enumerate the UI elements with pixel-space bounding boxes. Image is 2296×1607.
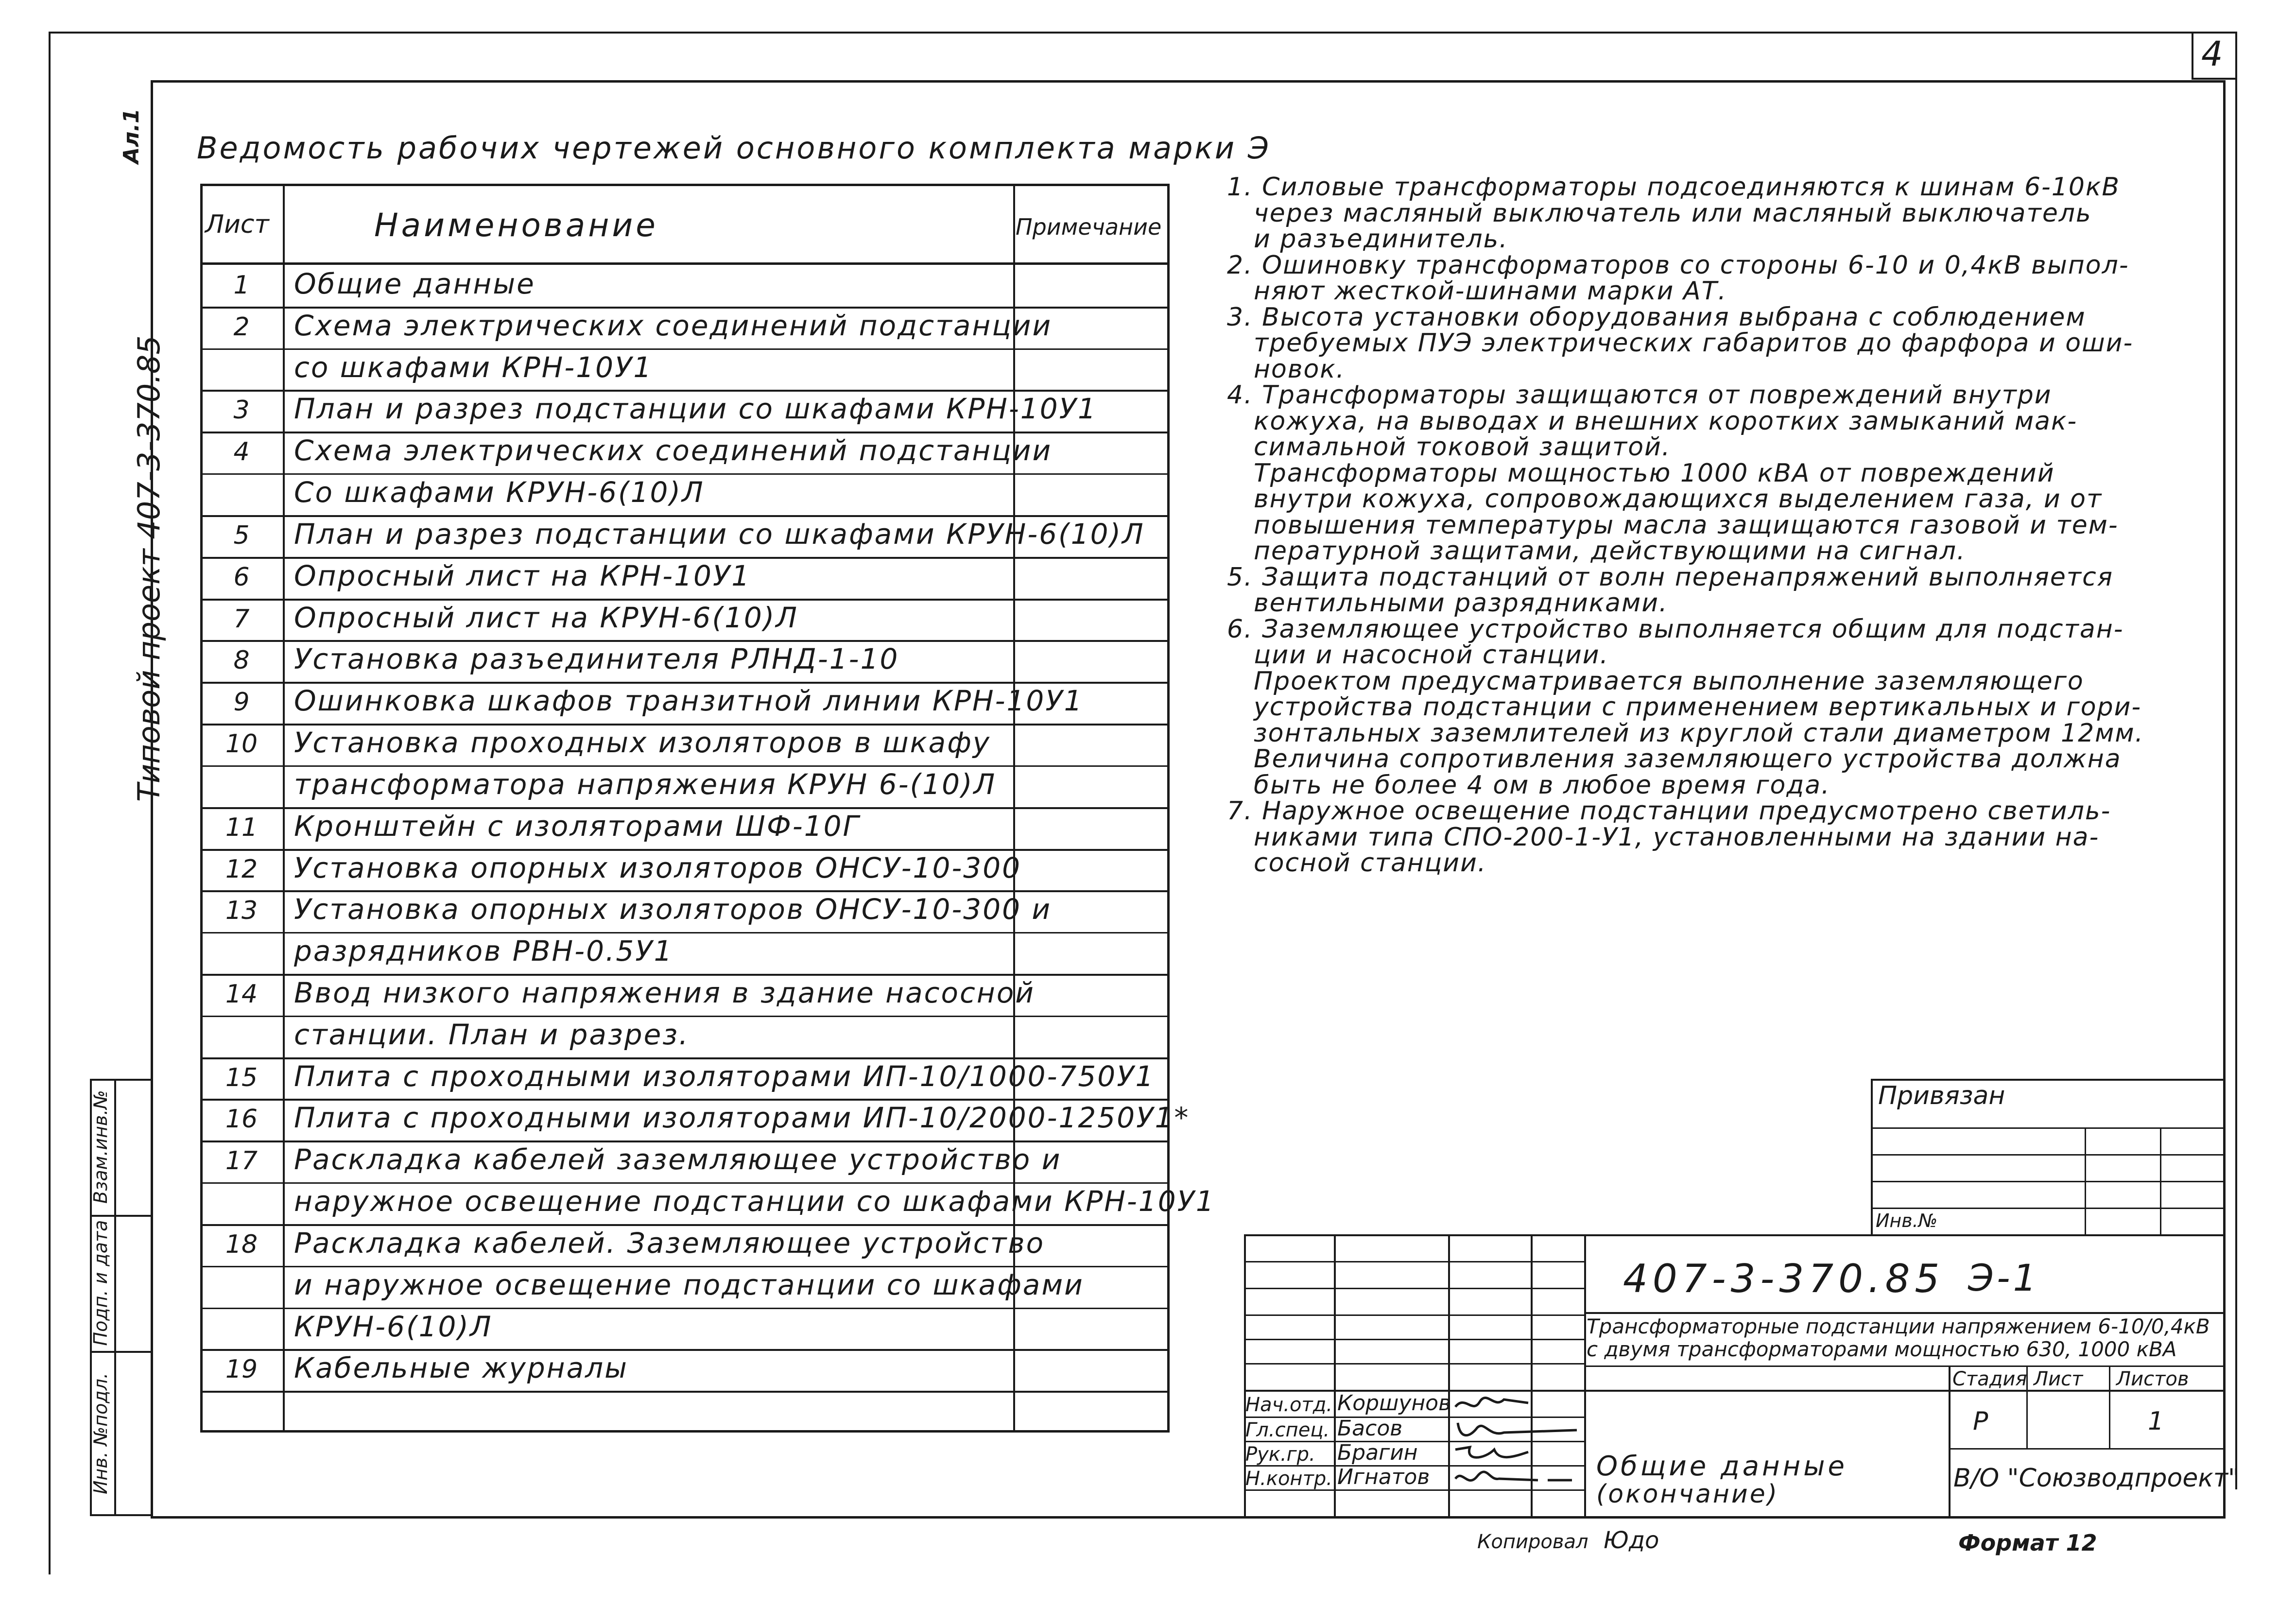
row-separator xyxy=(200,515,1170,517)
row-separator xyxy=(200,307,1170,309)
sheets-label: Листов xyxy=(2116,1368,2189,1390)
row-name-line: Схема электрических соединений подстанции xyxy=(294,309,1053,342)
row-number: 11 xyxy=(225,812,258,842)
inner-frame-right xyxy=(2223,80,2226,1519)
row-number: 13 xyxy=(225,896,258,926)
table-header-divider xyxy=(200,262,1170,265)
tb-r1 xyxy=(1244,1261,1584,1262)
row-number: 17 xyxy=(225,1146,258,1176)
staff-name-1: Коршунов xyxy=(1337,1391,1451,1416)
row-number: 3 xyxy=(233,396,250,425)
row-separator xyxy=(200,1140,1170,1142)
header-name: Наименование xyxy=(374,207,658,244)
binding-v2 xyxy=(2160,1127,2161,1234)
row-number: 6 xyxy=(233,562,250,592)
row-subline xyxy=(200,1016,1170,1017)
row-number: 12 xyxy=(225,854,258,884)
tb-v1 xyxy=(1334,1234,1336,1516)
row-name-line: трансформатора напряжения КРУН 6-(10)Л xyxy=(294,767,997,801)
row-subline xyxy=(200,348,1170,350)
sheet-mark: Ал.1 xyxy=(119,108,144,164)
note-line: Величина сопротивления заземляющего устройства должна xyxy=(1254,744,2122,774)
row-name-line: и наружное освещение подстанции со шкафами xyxy=(294,1268,1084,1301)
inner-frame-bottom xyxy=(151,1516,2226,1519)
margin-stamp-sep-2 xyxy=(90,1351,151,1353)
note-line: вентильными разрядниками. xyxy=(1254,588,1668,618)
row-number: 1 xyxy=(233,271,250,300)
row-number: 10 xyxy=(225,729,258,759)
row-name-line: Установка проходных изоляторов в шкафу xyxy=(294,726,991,760)
row-name-line: Плита с проходными изоляторами ИП-10/1000-750У1 xyxy=(294,1059,1155,1093)
note-line: требуемых ПУЭ электрических габаритов до фарфора и оши- xyxy=(1254,328,2134,358)
tb-v4 xyxy=(1584,1234,1586,1516)
signature-4 xyxy=(1450,1467,1577,1491)
row-name-line: Опросный лист на КРН-10У1 xyxy=(294,559,751,592)
tb-stage-sep xyxy=(1949,1448,2223,1450)
sheet-corner-number: 4 xyxy=(2201,34,2223,74)
staff-role-4: Н.контр. xyxy=(1245,1468,1332,1490)
note-line: 5. Защита подстанций от волн перенапряжений выполняется xyxy=(1227,562,2113,592)
row-separator xyxy=(200,849,1170,851)
margin-stamp-label-1: Инв. №подл. xyxy=(90,1372,111,1495)
row-name-line: Плита с проходными изоляторами ИП-10/2000-1250У1* xyxy=(294,1101,1190,1135)
binding-h1 xyxy=(1871,1127,2223,1129)
margin-stamp-divider xyxy=(114,1079,116,1516)
sheet-title-2: (окончание) xyxy=(1596,1480,1779,1509)
staff-role-3: Рук.гр. xyxy=(1245,1443,1315,1466)
signature-1 xyxy=(1450,1392,1533,1417)
staff-name-4: Игнатов xyxy=(1337,1465,1430,1489)
row-separator xyxy=(200,432,1170,433)
row-name-line: Кабельные журналы xyxy=(294,1351,628,1385)
note-line: ции и насосной станции. xyxy=(1254,640,1609,670)
row-separator xyxy=(200,1099,1170,1101)
row-number: 14 xyxy=(225,979,258,1009)
stage-label: Стадия xyxy=(1952,1368,2027,1390)
doc-code: 407-3-370.85 xyxy=(1623,1256,1945,1301)
sheets-value: 1 xyxy=(2148,1407,2164,1436)
row-name-line: План и разрез подстанции со шкафами КРУН-6(10)Л xyxy=(294,517,1145,551)
margin-stamp-label-3: Взам.инв.№ xyxy=(90,1090,111,1204)
note-line: сосной станции. xyxy=(1254,848,1487,878)
row-number: 18 xyxy=(225,1229,258,1259)
inner-frame-top xyxy=(151,80,2226,83)
row-separator xyxy=(200,890,1170,892)
row-separator xyxy=(200,1391,1170,1393)
row-number: 8 xyxy=(233,646,250,675)
sheet-code: Э-1 xyxy=(1968,1256,2039,1299)
note-line: и разъединитель. xyxy=(1254,225,1508,254)
table-heading: Ведомость рабочих чертежей основного комплекта марки Э xyxy=(197,130,1271,166)
row-separator xyxy=(200,1349,1170,1351)
row-name-line: Установка разъединителя РЛНД-1-10 xyxy=(294,642,899,676)
binding-h2 xyxy=(1871,1154,2223,1156)
binding-h3 xyxy=(1871,1181,2223,1182)
row-name-line: станции. План и разрез. xyxy=(294,1018,690,1051)
row-subline xyxy=(200,932,1170,933)
outer-frame-left xyxy=(49,32,51,1574)
note-line: 1. Силовые трансформаторы подсоединяются к шинам 6-10кВ xyxy=(1227,173,2121,202)
note-line: няют жесткой-шинами марки АТ. xyxy=(1254,276,1727,306)
tb-r4 xyxy=(1244,1339,1584,1340)
row-name-line: разрядников РВН-0.5У1 xyxy=(294,934,673,968)
row-name-line: КРУН-6(10)Л xyxy=(294,1310,493,1343)
tb-stage-v2 xyxy=(2109,1365,2110,1448)
row-name-line: Раскладка кабелей. Заземляющее устройство xyxy=(294,1226,1045,1260)
binding-title: Привязан xyxy=(1878,1081,2005,1110)
note-line: новок. xyxy=(1254,354,1346,384)
note-line: повышения температуры масла защищаются газовой и тем- xyxy=(1254,510,2119,540)
row-number: 2 xyxy=(233,312,250,342)
note-line: Трансформаторы мощностью 1000 кВА от повреждений xyxy=(1254,458,2055,488)
footer-copier-sig: Юдо xyxy=(1604,1527,1659,1554)
outer-frame-right xyxy=(2235,32,2237,1489)
note-line: симальной токовой защитой. xyxy=(1254,432,1671,462)
row-separator xyxy=(200,390,1170,392)
header-note: Примечание xyxy=(1016,214,1162,240)
row-name-line: Опросный лист на КРУН-6(10)Л xyxy=(294,601,798,634)
sheet-label: Лист xyxy=(2034,1368,2083,1390)
tb-org-v xyxy=(1949,1365,1951,1516)
note-line: кожуха, на выводах и внешних коротких замыканий мак- xyxy=(1254,406,2078,436)
row-separator xyxy=(200,974,1170,976)
row-subline xyxy=(200,473,1170,475)
row-name-line: Установка опорных изоляторов ОНСУ-10-300 и xyxy=(294,893,1052,926)
row-name-line: Установка опорных изоляторов ОНСУ-10-300 xyxy=(294,851,1021,884)
note-line: 3. Высота установки оборудования выбрана с соблюдением xyxy=(1227,302,2086,332)
row-separator xyxy=(200,682,1170,684)
tb-v2 xyxy=(1448,1234,1450,1516)
row-name-line: наружное освещение подстанции со шкафами КРН-10У1 xyxy=(294,1185,1215,1218)
row-number: 16 xyxy=(225,1105,258,1134)
row-name-line: Схема электрических соединений подстанции xyxy=(294,434,1053,467)
tb-r2 xyxy=(1244,1288,1584,1289)
row-name-line: Ввод низкого напряжения в здание насосной xyxy=(294,976,1035,1009)
row-subline xyxy=(200,1182,1170,1184)
tb-code-sep xyxy=(1584,1312,2223,1314)
row-subline xyxy=(200,1308,1170,1309)
stage-value: Р xyxy=(1973,1407,1988,1436)
note-line: через масляный выключатель или масляный выключатель xyxy=(1254,198,2092,228)
row-name-line: Кронштейн с изоляторами ШФ-10Г xyxy=(294,809,860,843)
margin-stamp-label-2: Подп. и дата xyxy=(90,1220,111,1346)
project-label: Типовой проект 407-3-370.85 xyxy=(131,335,167,802)
row-name-line: Ошинковка шкафов транзитной линии КРН-10У1 xyxy=(294,684,1084,718)
note-line: 6. Заземляющее устройство выполняется общим для подстан- xyxy=(1227,614,2124,644)
row-name-line: со шкафами КРН-10У1 xyxy=(294,350,653,384)
note-line: 2. Ошиновку трансформаторов со стороны 6-10 и 0,4кВ выпол- xyxy=(1227,250,2129,280)
binding-inv-label: Инв.№ xyxy=(1876,1210,1938,1231)
organization: В/О "Союзводпроект" xyxy=(1953,1464,2240,1493)
note-line: устройства подстанции с применением вертикальных и гори- xyxy=(1254,692,2142,722)
row-number: 19 xyxy=(225,1355,258,1384)
staff-role-2: Гл.спец. xyxy=(1245,1419,1330,1441)
row-separator xyxy=(200,599,1170,601)
project-name-1: Трансформаторные подстанции напряжением 6-10/0,4кВ xyxy=(1587,1314,2210,1338)
row-separator xyxy=(200,724,1170,726)
note-line: зонтальных заземлителей из круглой стали диаметром 12мм. xyxy=(1254,718,2144,748)
row-subline xyxy=(200,1266,1170,1267)
row-separator xyxy=(200,807,1170,809)
footer-copied: Копировал xyxy=(1477,1531,1588,1553)
row-number: 15 xyxy=(225,1063,258,1092)
outer-frame-top xyxy=(49,32,2235,34)
row-separator xyxy=(200,557,1170,559)
row-number: 5 xyxy=(233,520,250,550)
note-line: 7. Наружное освещение подстанции предусмотрено светиль- xyxy=(1227,796,2111,826)
note-line: быть не более 4 ом в любое время года. xyxy=(1254,770,1830,800)
row-name-line: План и разрез подстанции со шкафами КРН-10У1 xyxy=(294,392,1097,426)
staff-name-3: Брагин xyxy=(1337,1440,1418,1465)
signature-3 xyxy=(1450,1442,1533,1467)
row-subline xyxy=(200,765,1170,767)
row-number: 7 xyxy=(233,604,250,634)
row-name-line: Раскладка кабелей заземляющее устройство и xyxy=(294,1143,1062,1176)
row-separator xyxy=(200,1224,1170,1226)
staff-name-2: Басов xyxy=(1337,1416,1403,1441)
tb-r3 xyxy=(1244,1314,1584,1316)
note-line: 4. Трансформаторы защищаются от повреждений внутри xyxy=(1227,380,2052,410)
note-line: пературной защитами, действующими на сигнал. xyxy=(1254,536,1966,566)
note-line: Проектом предусматривается выполнение заземляющего xyxy=(1254,666,2084,696)
row-number: 9 xyxy=(233,688,250,717)
footer-format: Формат 12 xyxy=(1958,1530,2097,1556)
row-name-line: Со шкафами КРУН-6(10)Л xyxy=(294,476,705,509)
row-number: 4 xyxy=(233,437,250,467)
note-line: внутри кожуха, сопровождающихся выделением газа, и от xyxy=(1254,484,2103,514)
staff-role-1: Нач.отд. xyxy=(1245,1394,1333,1416)
row-separator xyxy=(200,1057,1170,1059)
binding-v1 xyxy=(2085,1127,2086,1234)
project-name-2: с двумя трансформаторами мощностью 630, 1000 кВА xyxy=(1587,1337,2177,1361)
signature-2 xyxy=(1450,1418,1582,1442)
row-separator xyxy=(200,640,1170,642)
tb-r5 xyxy=(1244,1363,1584,1365)
binding-h4 xyxy=(1871,1208,2223,1209)
tb-name-sep xyxy=(1584,1365,2223,1367)
header-sheet: Лист xyxy=(205,210,269,239)
note-line: никами типа СПО-200-1-У1, установленными на здании на- xyxy=(1254,822,2100,852)
row-name-line: Общие данные xyxy=(294,267,535,300)
sheet-title-1: Общие данные xyxy=(1596,1451,1847,1482)
